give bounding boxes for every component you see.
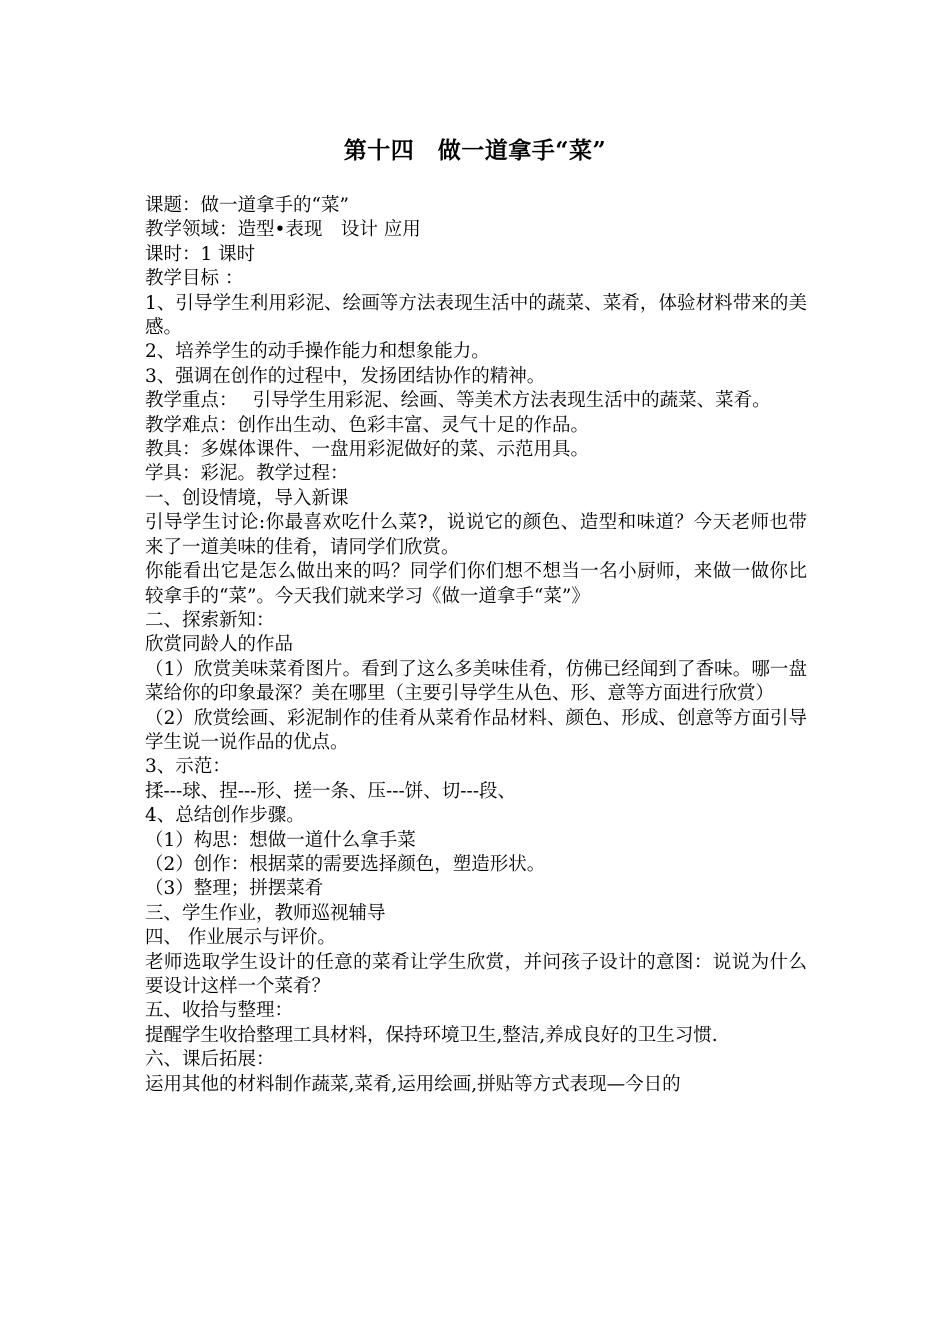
section-1-paragraph-2: 你能看出它是怎么做出来的吗？同学们你们想不想当一名小厨师，来做一做你比较拿手的“菜”。今天我们就来学习《做一道拿手“菜”》 xyxy=(145,561,807,607)
goal-2: 2、培养学生的动手操作能力和想象能力。 xyxy=(145,341,490,363)
section-5-heading: 五、收拾与整理： xyxy=(145,1000,294,1022)
section-6-heading: 六、课后拓展： xyxy=(145,1049,275,1071)
teaching-key-point: 教学重点： 引导学生用彩泥、绘画、等美术方法表现生活中的蔬菜、菜肴。 xyxy=(145,390,771,412)
teaching-goals-heading: 教学目标 ： xyxy=(145,268,244,290)
demo-techniques: 揉---球、捏---形、搓一条、压---饼、切---段、 xyxy=(145,780,517,802)
section-3-heading: 三、学生作业，教师巡视辅导 xyxy=(145,902,386,924)
step-1: （1）构思：想做一道什么拿手菜 xyxy=(145,829,416,851)
section-5-paragraph: 提醒学生收拾整理工具材料，保持环境卫生,整洁,养成良好的卫生习惯. xyxy=(145,1024,718,1046)
step-3: （3）整理；拼摆菜肴 xyxy=(145,878,324,900)
section-1-paragraph-1: 引导学生讨论:你最喜欢吃什么菜?，说说它的颜色、造型和味道？今天老师也带来了一道美味的佳肴，请同学们欣赏。 xyxy=(145,512,807,558)
appreciation-step-2: （2）欣赏绘画、彩泥制作的佳肴从菜肴作品材料、颜色、形成、创意等方面引导学生说一说作品的优点。 xyxy=(145,707,807,753)
section-4-heading: 四、 作业展示与评价。 xyxy=(145,927,336,949)
appreciation-step-1: （1）欣赏美味菜肴图片。看到了这么多美味佳肴，仿佛已经闻到了香味。哪一盘菜给你的印象最深？美在哪里（主要引导学生从色、形、意等方面进行欣赏） xyxy=(145,658,807,705)
section-6-paragraph: 运用其他的材料制作蔬菜,菜肴,运用绘画,拼贴等方式表现—今日的 xyxy=(145,1073,681,1095)
goal-1: 1、引导学生利用彩泥、绘画等方法表现生活中的蔬菜、菜肴，体验材料带来的美感。 xyxy=(145,292,807,339)
section-1-heading: 一、创设情境，导入新课 xyxy=(145,487,349,509)
class-hours: 课时：1 课时 xyxy=(145,243,256,265)
demo-heading: 3、示范： xyxy=(145,756,231,778)
teaching-difficulty: 教学难点：创作出生动、色彩丰富、灵气十足的作品。 xyxy=(145,414,590,436)
document-title: 第十四 做一道拿手“菜” xyxy=(343,137,607,164)
section-2-subheading: 欣赏同龄人的作品 xyxy=(145,634,294,656)
section-4-paragraph: 老师选取学生设计的任意的菜肴让学生欣赏，并问孩子设计的意图：说说为什么要设计这样一个菜肴？ xyxy=(145,951,807,997)
step-2: （2）创作：根据菜的需要选择颜色，塑造形状。 xyxy=(145,853,546,875)
goal-3: 3、强调在创作的过程中，发扬团结协作的精神。 xyxy=(145,365,546,387)
teaching-domain: 教学领域：造型•表现 设计 应用 xyxy=(145,219,421,241)
section-2-heading: 二、探索新知： xyxy=(145,609,275,631)
student-materials: 学具：彩泥。教学过程： xyxy=(145,463,349,485)
steps-heading: 4、总结创作步骤。 xyxy=(145,805,305,827)
lesson-topic: 课题：做一道拿手的“菜” xyxy=(145,195,349,216)
document-body xyxy=(145,194,807,1097)
teaching-aids: 教具：多媒体课件、一盘用彩泥做好的菜、示范用具。 xyxy=(145,439,590,461)
